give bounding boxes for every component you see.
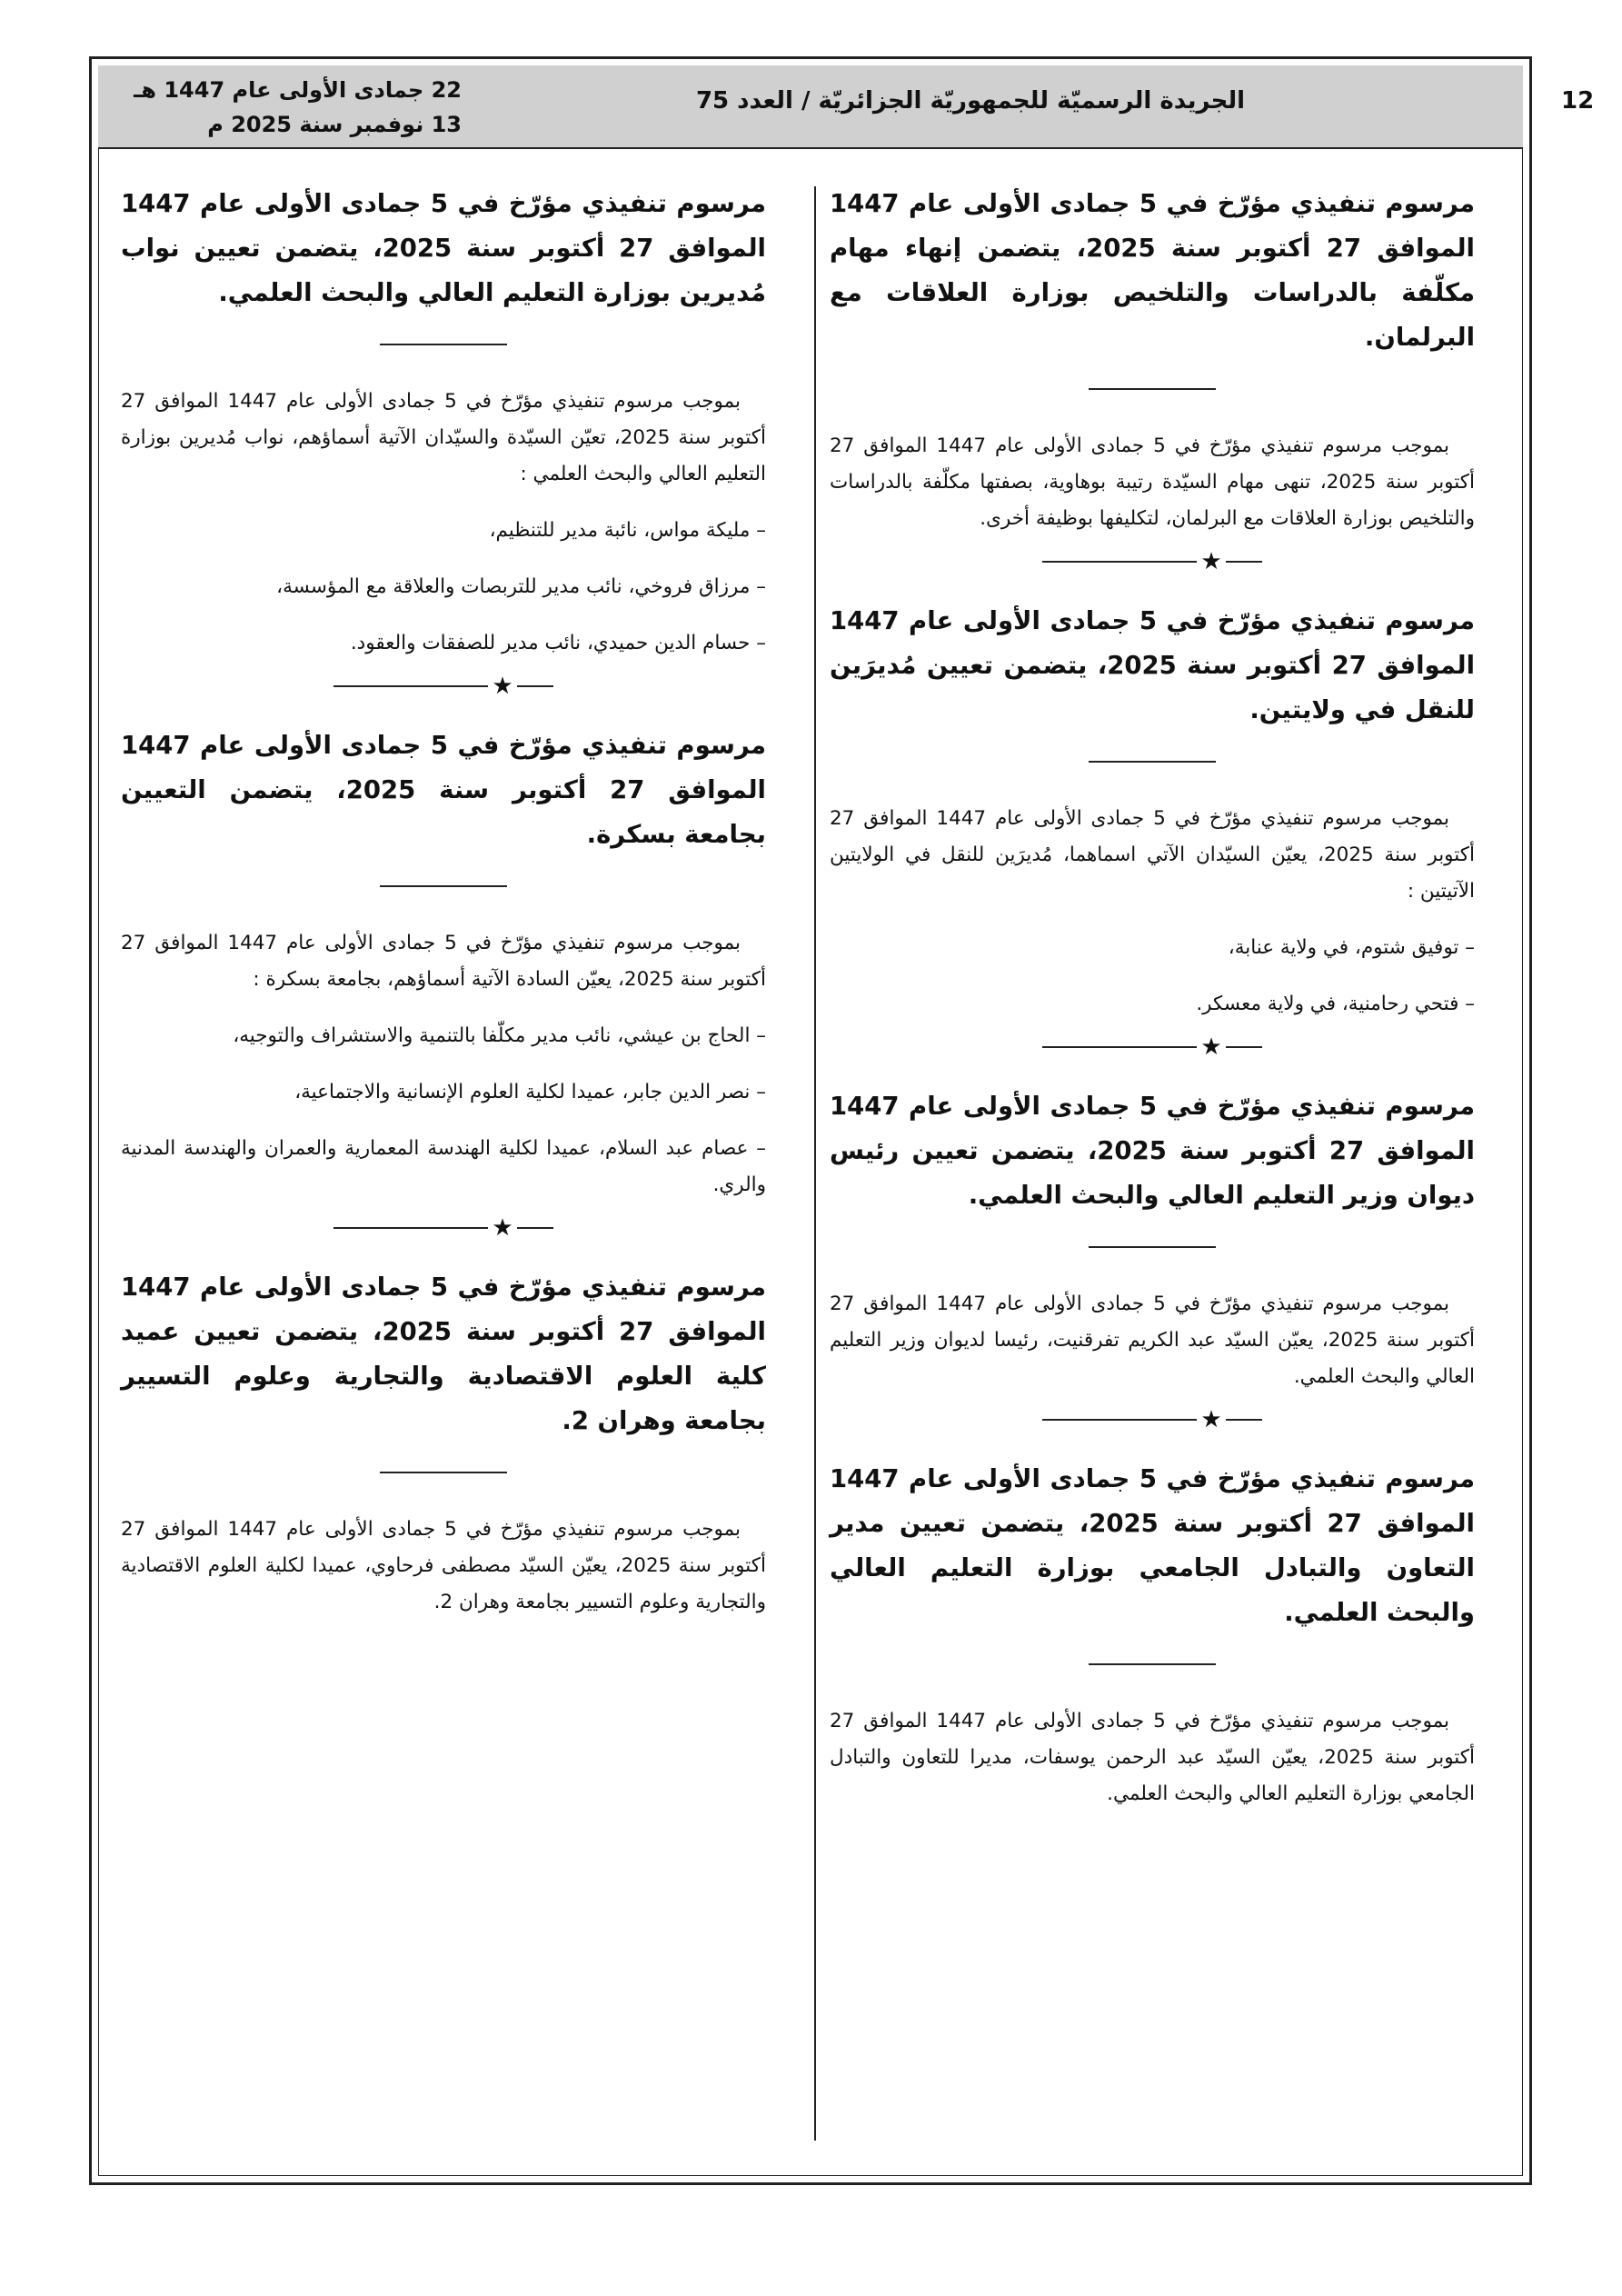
star-separator bbox=[830, 1408, 1475, 1432]
right-column bbox=[807, 182, 1498, 1812]
star-icon: ★ bbox=[1200, 548, 1222, 575]
star-separator bbox=[830, 550, 1475, 574]
star-icon: ★ bbox=[492, 1214, 513, 1242]
title-rule bbox=[1089, 1246, 1216, 1248]
decree-list-item: – فتحي رحامنية، في ولاية معسكر. bbox=[1196, 993, 1475, 1015]
decree-list-item: – حسام الدين حميدي، نائب مدير للصفقات والعقود. bbox=[350, 632, 766, 654]
issue-date bbox=[116, 73, 462, 142]
title-rule bbox=[380, 344, 507, 345]
title-rule bbox=[380, 885, 507, 887]
decree-title: مرسوم تنفيذي مؤرّخ في 5 جمادى الأولى عام 1447 الموافق 27 أكتوبر سنة 2025، يتضمن تعيين مدير التعاون والتبادل الجامعي بوزارة التعليم العالي والبحث العلمي. bbox=[830, 1464, 1476, 1627]
decree-body: بموجب مرسوم تنفيذي مؤرّخ في 5 جمادى الأولى عام 1447 الموافق 27 أكتوبر سنة 2025، يعيّن السيّد عبد الكريم تفرقنيت، رئيسا لديوان وزير التعليم العالي والبحث العلمي. bbox=[830, 1293, 1475, 1388]
decree-body: بموجب مرسوم تنفيذي مؤرّخ في 5 جمادى الأولى عام 1447 الموافق 27 أكتوبر سنة 2025، تعيّن السيّدة والسيّدان الآتية أسماؤهم، نواب مُديرين بوزارة التعليم العالي والبحث العلمي : bbox=[121, 390, 766, 485]
decree-body: بموجب مرسوم تنفيذي مؤرّخ في 5 جمادى الأولى عام 1447 الموافق 27 أكتوبر سنة 2025، يعيّن السيّد عبد الرحمن يوسفات، مديرا للتعاون والتبادل الجامعي بوزارة التعليم العالي والبحث العلمي. bbox=[830, 1710, 1475, 1805]
title-rule bbox=[380, 1472, 507, 1473]
decree-list-item: – مليكة مواس، نائبة مدير للتنظيم، bbox=[489, 519, 766, 542]
decree-title: مرسوم تنفيذي مؤرّخ في 5 جمادى الأولى عام 1447 الموافق 27 أكتوبر سنة 2025، يتضمن إنهاء مهام مكلّفة بالدراسات والتلخيص بوزارة العلاقات مع البرلمان. bbox=[830, 189, 1476, 352]
star-separator bbox=[121, 1216, 766, 1240]
decree-list-item: – مرزاق فروخي، نائب مدير للتربصات والعلاقة مع المؤسسة، bbox=[276, 575, 766, 598]
star-icon: ★ bbox=[1200, 1033, 1222, 1061]
hijri-date: 22 جمادى الأولى عام 1447 هـ bbox=[134, 77, 462, 103]
star-icon: ★ bbox=[492, 673, 513, 700]
decree-list-item: – نصر الدين جابر، عميدا لكلية العلوم الإنسانية والاجتماعية، bbox=[294, 1081, 766, 1103]
decree-body: بموجب مرسوم تنفيذي مؤرّخ في 5 جمادى الأولى عام 1447 الموافق 27 أكتوبر سنة 2025، يعيّن السيّد مصطفى فرحاوي، عميدا لكلية العلوم الاقتصادية والتجارية وعلوم التسيير بجامعة وهران 2. bbox=[121, 1518, 766, 1613]
gazette-title: الجريدة الرسميّة للجمهوريّة الجزائريّة / العدد 75 bbox=[695, 87, 1246, 115]
decree-title: مرسوم تنفيذي مؤرّخ في 5 جمادى الأولى عام 1447 الموافق 27 أكتوبر سنة 2025، يتضمن تعيين نواب مُديرين بوزارة التعليم العالي والبحث العلمي. bbox=[121, 189, 767, 307]
decree-body: بموجب مرسوم تنفيذي مؤرّخ في 5 جمادى الأولى عام 1447 الموافق 27 أكتوبر سنة 2025، تنهى مهام السيّدة رتيبة بوهاوية، بصفتها مكلّفة بالدراسات والتلخيص بوزارة العلاقات مع البرلمان، لتكليفها بوظيفة أخرى. bbox=[830, 434, 1475, 530]
decree-list-item: – عصام عبد السلام، عميدا لكلية الهندسة المعمارية والعمران والهندسة المدنية والري. bbox=[121, 1137, 766, 1196]
title-rule bbox=[1089, 388, 1216, 390]
decree-title: مرسوم تنفيذي مؤرّخ في 5 جمادى الأولى عام 1447 الموافق 27 أكتوبر سنة 2025، يتضمن تعيين عميد كلية العلوم الاقتصادية والتجارية وعلوم التسيير بجامعة وهران 2. bbox=[121, 1273, 767, 1435]
decree-list-item: – الحاج بن عيشي، نائب مدير مكلّفا بالتنمية والاستشراف والتوجيه، bbox=[233, 1024, 766, 1047]
star-separator bbox=[830, 1035, 1475, 1059]
decree-list-item: – توفيق شتوم، في ولاية عنابة، bbox=[1228, 936, 1475, 959]
left-column bbox=[98, 182, 789, 1621]
title-rule bbox=[1089, 761, 1216, 763]
decree-title: مرسوم تنفيذي مؤرّخ في 5 جمادى الأولى عام 1447 الموافق 27 أكتوبر سنة 2025، يتضمن تعيين مُديرَين للنقل في ولايتين. bbox=[830, 606, 1476, 724]
page-header bbox=[98, 65, 1595, 149]
gregorian-date: 13 نوفمبر سنة 2025 م bbox=[207, 112, 462, 137]
page-number: 12 bbox=[1561, 87, 1595, 115]
title-rule bbox=[1089, 1663, 1216, 1665]
decree-body: بموجب مرسوم تنفيذي مؤرّخ في 5 جمادى الأولى عام 1447 الموافق 27 أكتوبر سنة 2025، يعيّن السادة الآتية أسماؤهم، بجامعة بسكرة : bbox=[121, 932, 766, 991]
star-icon: ★ bbox=[1200, 1406, 1222, 1433]
star-separator bbox=[121, 674, 766, 698]
decree-title: مرسوم تنفيذي مؤرّخ في 5 جمادى الأولى عام 1447 الموافق 27 أكتوبر سنة 2025، يتضمن تعيين رئيس ديوان وزير التعليم العالي والبحث العلمي. bbox=[830, 1092, 1476, 1210]
decree-title: مرسوم تنفيذي مؤرّخ في 5 جمادى الأولى عام 1447 الموافق 27 أكتوبر سنة 2025، يتضمن التعيين بجامعة بسكرة. bbox=[121, 731, 767, 849]
decree-body: بموجب مرسوم تنفيذي مؤرّخ في 5 جمادى الأولى عام 1447 الموافق 27 أكتوبر سنة 2025، يعيّن السيّدان الآتي اسماهما، مُديرَين للنقل في الولايتين الآتيتين : bbox=[830, 807, 1475, 903]
